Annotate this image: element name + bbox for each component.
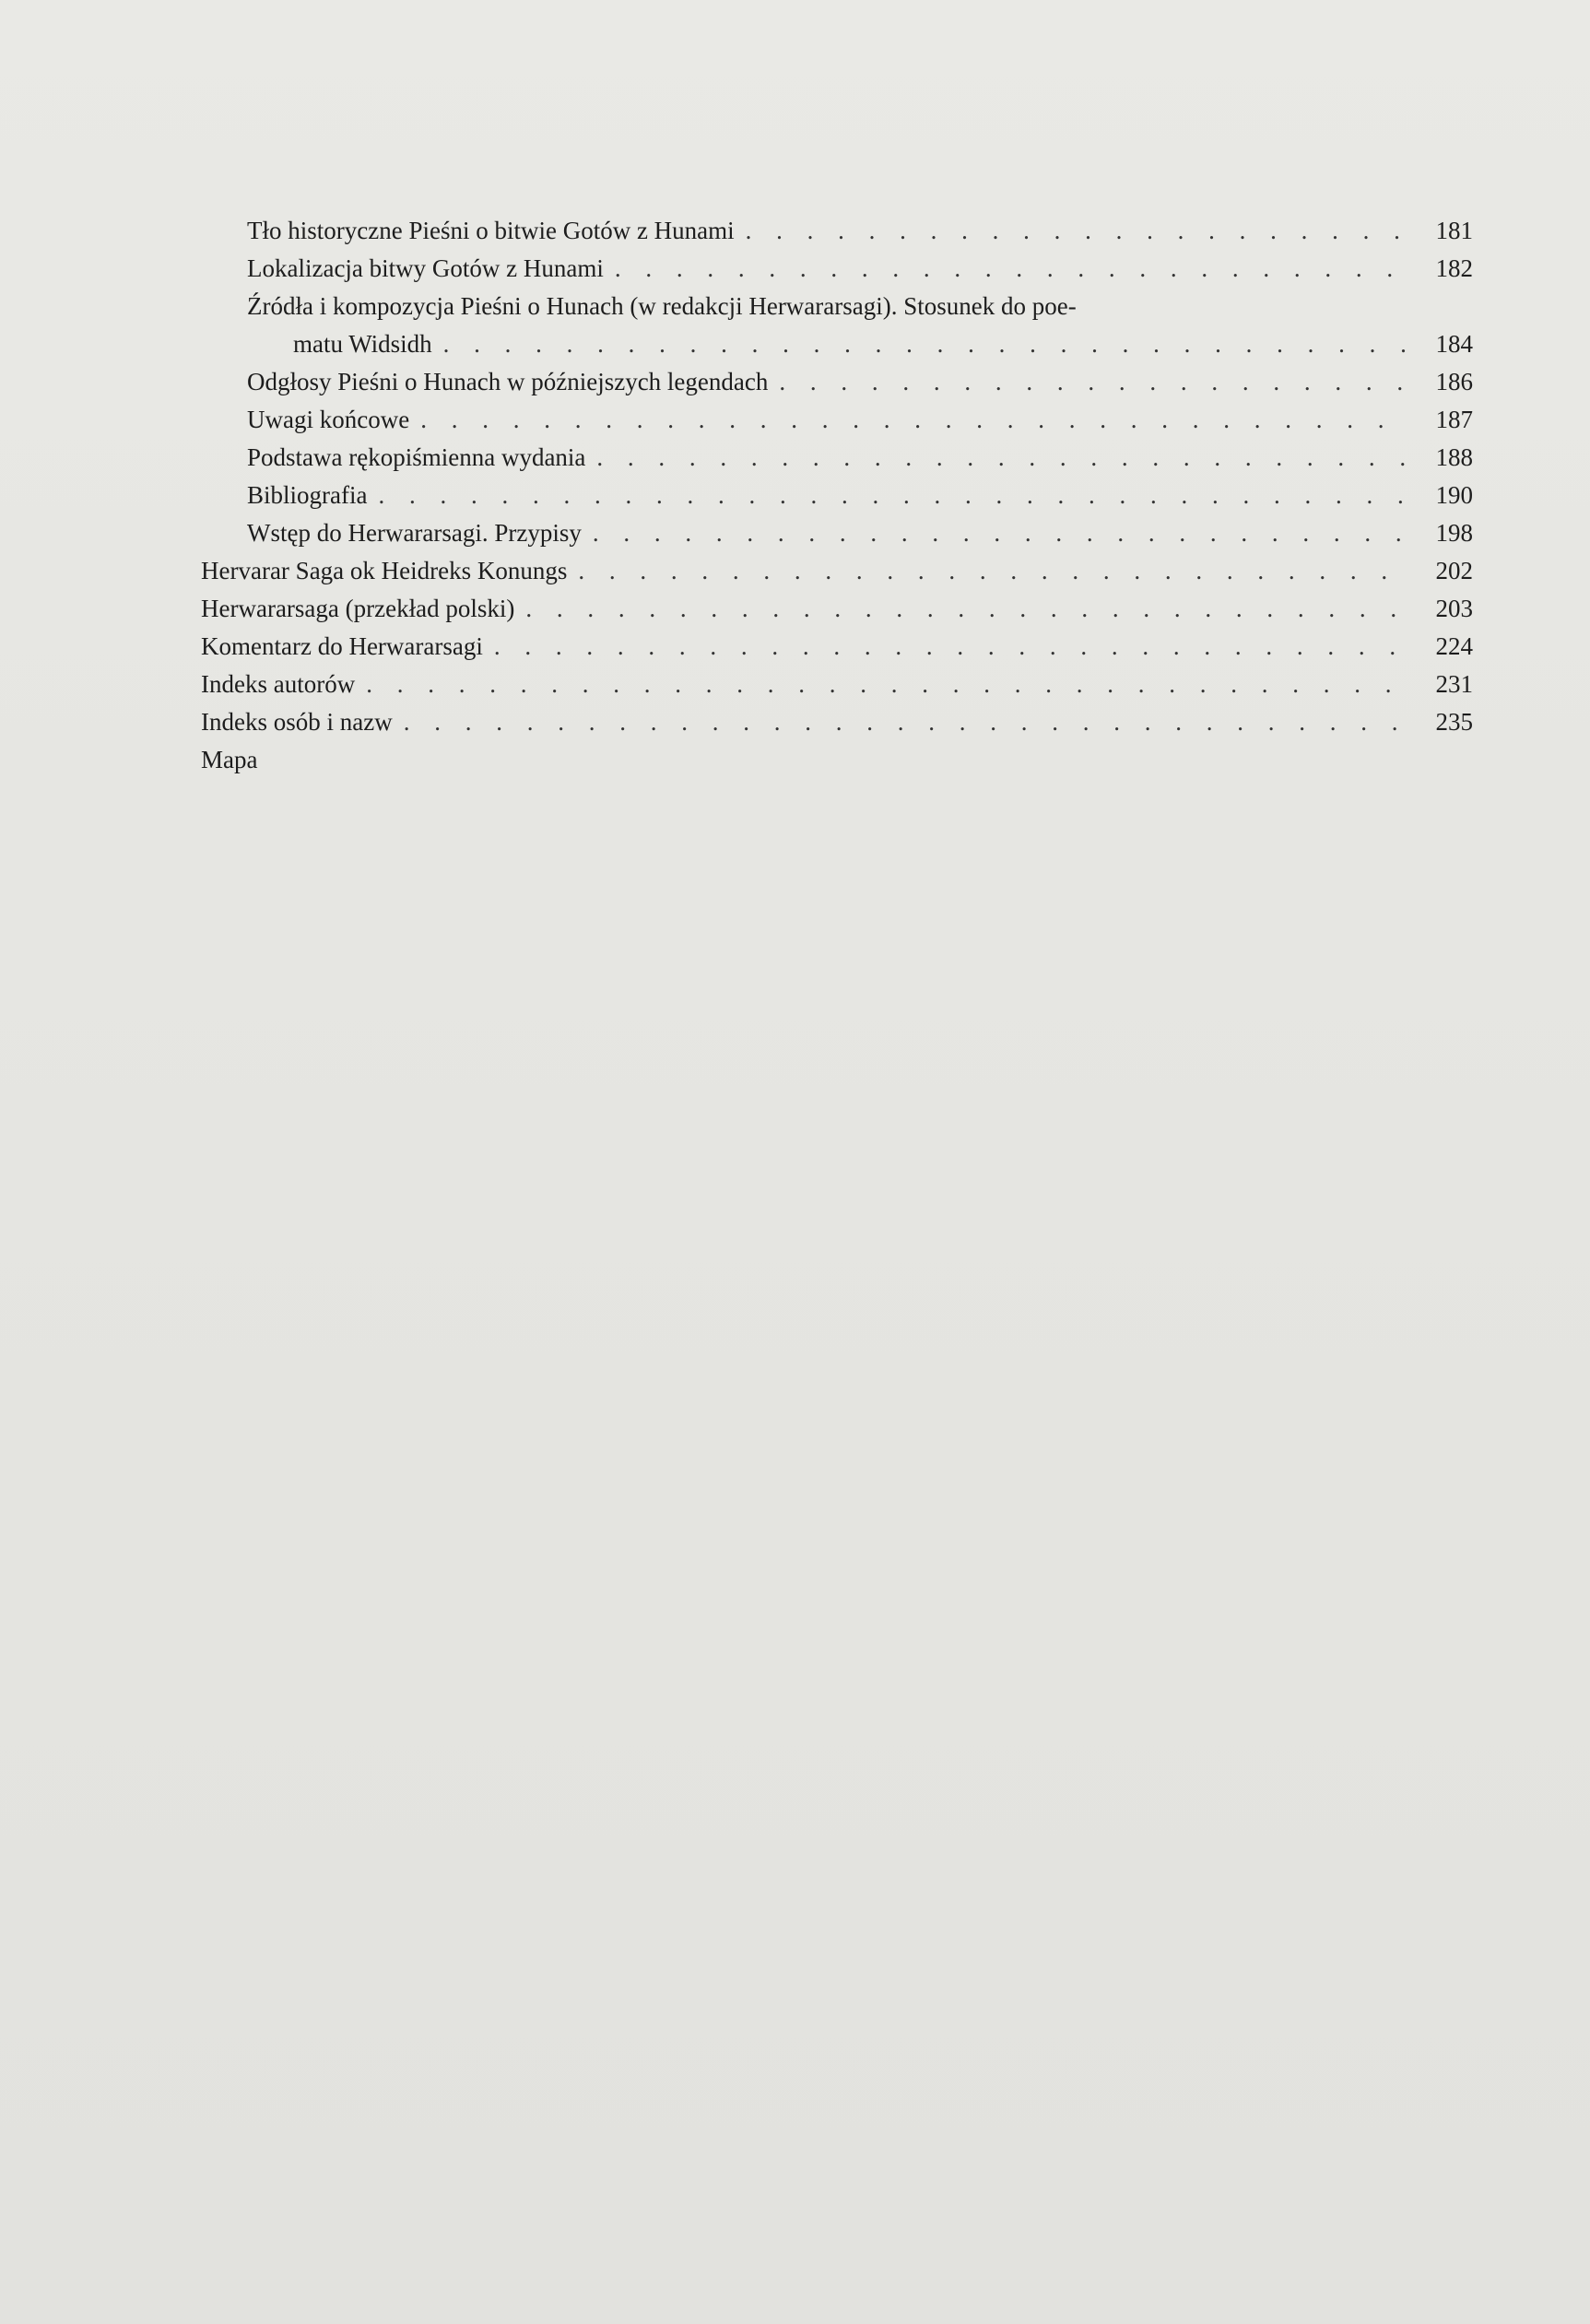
- toc-entry-page: 198: [1435, 519, 1473, 547]
- dot-leader: [404, 703, 1407, 741]
- toc-entry-page: 182: [1435, 254, 1473, 282]
- toc-entry-page: 202: [1435, 557, 1473, 584]
- toc-entry-page: 190: [1435, 481, 1473, 509]
- toc-entry-page: 235: [1435, 708, 1473, 736]
- dot-leader: [746, 212, 1407, 250]
- toc-entry-title: Lokalizacja bitwy Gotów z Hunami: [247, 254, 604, 282]
- dot-leader: [525, 590, 1407, 628]
- toc-entry: [201, 477, 1473, 514]
- dot-leader: [578, 552, 1407, 590]
- dot-leader: [779, 363, 1407, 401]
- dot-leader: [615, 250, 1407, 288]
- dot-leader: [378, 477, 1407, 514]
- toc-entry-page: 231: [1435, 670, 1473, 698]
- toc-entry: [201, 250, 1473, 288]
- toc-entry-page: 187: [1435, 406, 1473, 433]
- toc-entry-page: 203: [1435, 595, 1473, 622]
- toc-entry-page: 184: [1435, 330, 1473, 358]
- toc-entry: [201, 666, 1473, 703]
- toc-entry: [201, 552, 1473, 590]
- toc-entry-page: 181: [1435, 217, 1473, 244]
- toc-entry: [201, 439, 1473, 477]
- dot-leader: [420, 401, 1407, 439]
- toc-entry: [201, 703, 1473, 741]
- toc-entry-title: matu Widsidh: [293, 330, 432, 358]
- toc-entry-continuation: [201, 325, 1473, 363]
- dot-leader: [593, 514, 1407, 552]
- toc-entry: [201, 288, 1473, 325]
- toc-entry-title: Odgłosy Pieśni o Hunach w późniejszych legendach: [247, 368, 769, 395]
- toc-entry: [201, 628, 1473, 666]
- dot-leader: [443, 325, 1407, 363]
- toc-entry-page: 224: [1435, 632, 1473, 660]
- dot-leader: [494, 628, 1407, 666]
- dot-leader: [366, 666, 1407, 703]
- toc-entry-title: Źródła i kompozycja Pieśni o Hunach (w redakcji Herwararsagi). Stosunek do poe-: [247, 292, 1077, 320]
- toc-entry: [201, 514, 1473, 552]
- toc-entry-title: Indeks osób i nazw: [201, 708, 393, 736]
- toc-entry-title: Mapa: [201, 746, 258, 773]
- toc-entry: [201, 401, 1473, 439]
- toc-entry: [201, 590, 1473, 628]
- toc-entry: [201, 741, 1473, 779]
- toc-entry-title: Tło historyczne Pieśni o bitwie Gotów z Hunami: [247, 217, 735, 244]
- toc-entry-title: Podstawa rękopiśmienna wydania: [247, 443, 586, 471]
- toc-entry-page: 188: [1435, 443, 1473, 471]
- toc-entry-title: Herwararsaga (przekład polski): [201, 595, 515, 622]
- toc-entry-title: Wstęp do Herwararsagi. Przypisy: [247, 519, 582, 547]
- toc-entry: [201, 212, 1473, 250]
- toc-entry-title: Bibliografia: [247, 481, 368, 509]
- toc-entry-title: Hervarar Saga ok Heidreks Konungs: [201, 557, 568, 584]
- toc-entry-page: 186: [1435, 368, 1473, 395]
- toc-entry-title: Uwagi końcowe: [247, 406, 410, 433]
- toc-entry-title: Indeks autorów: [201, 670, 356, 698]
- toc-entry-title: Komentarz do Herwararsagi: [201, 632, 483, 660]
- table-of-contents: [201, 212, 1473, 779]
- toc-entry: [201, 363, 1473, 401]
- dot-leader: [596, 439, 1407, 477]
